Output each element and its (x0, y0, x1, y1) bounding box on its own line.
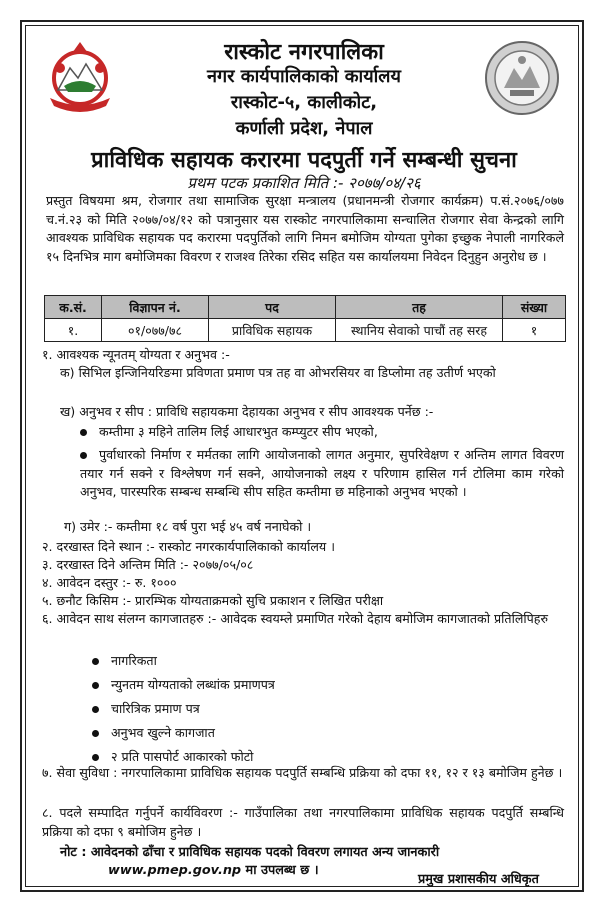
intro-paragraph: प्रस्तुत विषयमा श्रम, रोजगार तथा सामाजिक सुरक्षा मन्त्रालय (प्रधानमन्त्री रोजगार कार्यक्रम) प.सं.२०७६/०७७ च.नं.२३ को मिति २०७७/०४/१२ को पत्रानुसार यस रास्कोट नगरपालिकामा सन्चालित रोजगार सेवा केन्द्रको लागि आवश्यक प्राविधिक सहायक पद करारमा पदपुर्तिको लागि निमन बमोजिम योग्यता पुगेका इच्छुक नेपाली नागरिकले १५ दिनभित्र माग बमोजिमका विवरण र राजश्व तिरेका रसिद सहित यस कार्यालयमा निवेदन दिनुहुन अनुरोध छ । (46, 193, 564, 264)
table-header: क.सं. (45, 296, 102, 319)
table-header-row (45, 296, 566, 319)
signature-title: प्रमुख प्रशासकीय अधिकृत (418, 872, 539, 887)
section-4: ४. आवेदन दस्तुर :- रु. १००० (42, 575, 177, 590)
section-5: ५. छनौट किसिम :- प्रारम्भिक योग्यताक्रमको सुचि प्रकाशन र लिखित परीक्षा (42, 593, 384, 608)
table-cell: १ (503, 319, 566, 342)
section-7: ७. सेवा सुविधा : नगरपालिकामा प्राविधिक सहायक पदपुर्ति सम्बन्धि प्रक्रिया को दफा ११, १२ र १३ बमोजिम हुनेछ । (42, 765, 563, 780)
bullet-icon (80, 429, 87, 436)
list-item: चारित्रिक प्रमाण पत्र (92, 700, 200, 719)
table-header: पद (209, 296, 336, 319)
address-line-1: रास्कोट-५, कालीकोट, (230, 92, 378, 113)
bullet-icon (92, 730, 99, 737)
section-1-heading: १. आवश्यक न्यूनतम् योग्यता र अनुभव :- (42, 347, 230, 362)
vacancy-table (44, 295, 566, 342)
address-line-2: कर्णाली प्रदेश, नेपाल (235, 118, 373, 139)
section-3: ३. दरखास्त दिने अन्तिम मिति :- २०७७/०५/०८ (42, 557, 254, 572)
bullet-icon (92, 706, 99, 713)
table-header: तह (336, 296, 503, 319)
bullet-icon (92, 682, 99, 689)
executive-office: नगर कार्यपालिकाको कार्यालय (207, 66, 401, 87)
notice-title: प्राविधिक सहायक करारमा पदपुर्ती गर्ने सम्बन्धी सुचना (91, 148, 517, 173)
list-item: न्युनतम योग्यताको लब्धांक प्रमाणपत्र (92, 676, 275, 695)
section-1a: क) सिभिल इन्जिनियरिङमा प्रविणता प्रमाण पत्र तह वा ओभरसियर वा डिप्लोमा तह उतीर्ण भएको (60, 365, 496, 380)
list-item: अनुभव खुल्ने कागजात (92, 724, 215, 743)
table-cell: प्राविधिक सहायक (209, 319, 336, 342)
note-line-2: www.pmep.gov.np मा उपलब्ध छ । (108, 863, 319, 878)
office-name: रास्कोट नगरपालिका (224, 40, 384, 65)
website-link[interactable]: www.pmep.gov.np (108, 863, 242, 878)
section-2: २. दरखास्त दिने स्थान :- रास्कोट नगरकार्यपालिकाको कार्यालय । (42, 539, 335, 554)
bullet-icon (92, 658, 99, 665)
table-cell: १. (45, 319, 102, 342)
list-item: कम्तीमा ३ महिने तालिम लिई आधारभुत कम्प्युटर सीप भएको, (80, 423, 564, 442)
table-header: संख्या (503, 296, 566, 319)
table-row (45, 319, 566, 342)
list-item: पुर्वाधारको निर्माण र मर्मतका लागि आयोजनाको लागत अनुमार, सुपरिवेक्षण र अन्तिम लागत विवरण तयार गर्न सक्ने र विश्लेषण गर्न सक्ने, आयोजनाको लक्ष्य र परिणाम हासिल गर्न टोलिमा काम गरेको अनुभव, पारस्परिक सम्बन्ध सम्बन्धि सीप सहित कम्तीमा छ महिनाको अनुभव भएको । (80, 447, 564, 499)
section-1c: ग) उमेर :- कम्तीमा १८ वर्ष पुरा भई ४५ वर्ष ननाघेको । (64, 519, 312, 534)
table-cell: स्थानिय सेवाको पाचौं तह सरह (336, 319, 503, 342)
section-8: ८. पदले सम्पादित गर्नुपर्ने कार्यविवरण :- गाउँपालिका तथा नगरपालिकामा प्राविधिक सहायक पदपुर्ति सम्बन्धि प्रक्रिया को दफा ९ बमोजिम हुनेछ । (42, 805, 564, 839)
section-1b: ख) अनुभव र सीप : प्राविधि सहायकमा देहायका अनुभव र सीप आवश्यक पर्नेछ :- (60, 404, 434, 419)
note-line: नोट : आवेदनको ढाँचा र प्राविधिक सहायक पदको विवरण लगायत अन्य जानकारी (60, 845, 440, 860)
bullet-icon (80, 452, 87, 459)
section-6: ६. आवेदन साथ संलग्न कागजातहरु :- आवेदक स्वयम्ले प्रमाणित गरेको देहाय बमोजिम कागजातको प्रतिलिपिहरु (42, 611, 549, 626)
published-date: प्रथम पटक प्रकाशित मिति :- २०७७/०४/२६ (187, 174, 421, 192)
table-header: विज्ञापन नं. (102, 296, 209, 319)
table-cell: ०१/०७७/७८ (102, 319, 209, 342)
list-item: २ प्रति पासपोर्ट आकारको फोटो (92, 748, 253, 767)
bullet-icon (92, 754, 99, 761)
list-item: नागरिकता (92, 652, 157, 671)
